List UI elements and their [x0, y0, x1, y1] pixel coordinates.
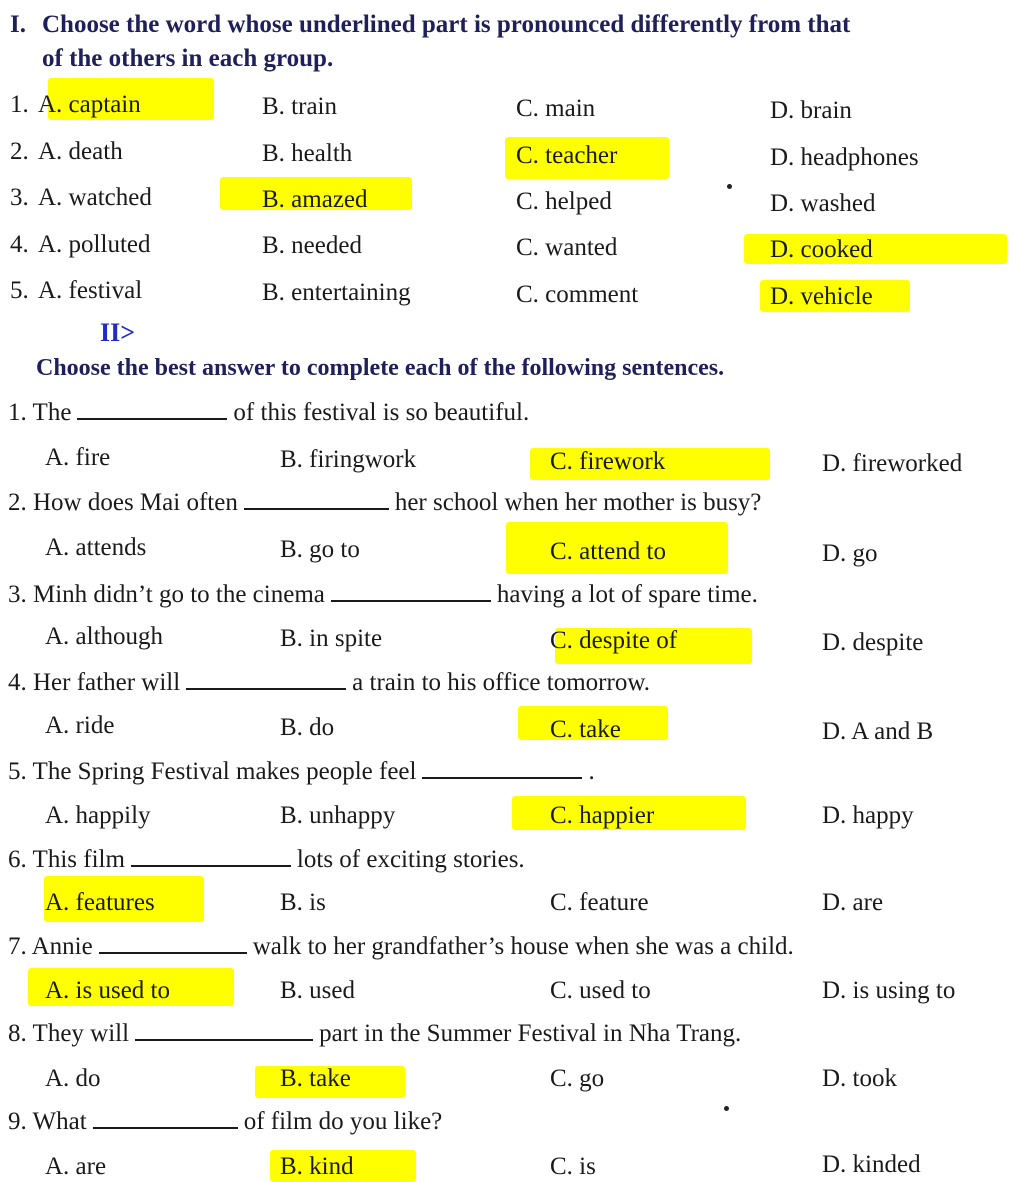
section1-title-line1: Choose the word whose underlined part is pronounced differently from that	[42, 11, 851, 38]
question-stem-pre: 2. How does Mai often	[8, 489, 238, 516]
option-c: C. main	[516, 95, 596, 122]
answer-blank	[131, 845, 291, 867]
option-a: A. although	[45, 623, 164, 650]
option-c: C. firework	[550, 448, 666, 475]
option-c: C. used to	[550, 977, 651, 1004]
option-b: B. amazed	[262, 186, 368, 213]
option-d: D. is using to	[822, 977, 956, 1004]
answer-blank	[77, 398, 227, 420]
option-a: A. fire	[45, 444, 111, 471]
item-number: 1.	[10, 91, 29, 118]
option-d: D. brain	[770, 97, 852, 124]
question-stem-post: of this festival is so beautiful.	[233, 399, 530, 426]
question-stem-post: walk to her grandfather’s house when she was a child.	[252, 933, 794, 960]
answer-blank	[331, 580, 491, 602]
option-b: B. entertaining	[262, 279, 411, 306]
item-number: 3.	[10, 184, 29, 211]
option-d: D. fireworked	[822, 450, 963, 477]
speck-dot	[727, 184, 732, 189]
speck-dot	[724, 1106, 729, 1111]
question-stem-post: lots of exciting stories.	[296, 846, 525, 873]
option-d: D. go	[822, 540, 878, 567]
option-d: D. cooked	[770, 236, 873, 263]
question-stem-pre: 4. Her father will	[8, 669, 181, 696]
option-b: B. train	[262, 93, 337, 120]
answer-blank	[244, 488, 389, 510]
option-d: D. despite	[822, 629, 924, 656]
question-stem-pre: 6. This film	[8, 846, 125, 873]
question-stem-pre: 5. The Spring Festival makes people feel	[8, 758, 417, 785]
question-stem-post: a train to his office tomorrow.	[352, 669, 650, 696]
option-d: D. are	[822, 889, 884, 916]
answer-blank	[135, 1019, 313, 1041]
question-stem-post: her school when her mother is busy?	[394, 489, 762, 516]
answer-blank	[93, 1107, 238, 1129]
option-c: C. is	[550, 1153, 596, 1180]
option-b: B. do	[280, 714, 335, 741]
option-c: C. despite of	[550, 627, 678, 654]
option-a: A. festival	[38, 277, 143, 304]
option-c: C. helped	[516, 188, 612, 215]
item-number: 4.	[10, 231, 29, 258]
option-d: D. vehicle	[770, 283, 873, 310]
answer-blank	[422, 757, 582, 779]
option-b: B. is	[280, 889, 326, 916]
section1-number: I.	[10, 11, 26, 38]
option-a: A. death	[38, 138, 123, 165]
question-stem-pre: 1. The	[8, 399, 72, 426]
question-stem-post: part in the Summer Festival in Nha Trang.	[319, 1020, 742, 1047]
option-a: A. are	[45, 1153, 107, 1180]
question-stem-pre: 3. Minh didn’t go to the cinema	[8, 581, 325, 608]
question-stem-pre: 7. Annie	[8, 933, 93, 960]
option-b: B. used	[280, 977, 355, 1004]
option-d: D. A and B	[822, 718, 934, 745]
question-stem-post: having a lot of spare time.	[496, 581, 758, 608]
option-c: C. teacher	[516, 142, 618, 169]
option-a: A. happily	[45, 802, 151, 829]
option-a: A. captain	[38, 91, 141, 118]
option-b: B. unhappy	[280, 802, 396, 829]
option-c: C. wanted	[516, 234, 618, 261]
section1-title-line2: of the others in each group.	[42, 45, 334, 72]
option-c: C. go	[550, 1065, 605, 1092]
answer-blank	[99, 932, 247, 954]
option-b: B. health	[262, 140, 353, 167]
question-stem-pre: 8. They will	[8, 1020, 130, 1047]
option-c: C. happier	[550, 802, 655, 829]
option-b: B. firingwork	[280, 446, 417, 473]
option-a: A. ride	[45, 712, 115, 739]
answer-blank	[186, 668, 346, 690]
option-b: B. take	[280, 1065, 351, 1092]
item-number: 2.	[10, 138, 29, 165]
item-number: 5.	[10, 277, 29, 304]
question-stem-post: .	[588, 758, 595, 785]
section2-mark: II>	[100, 318, 136, 347]
option-a: A. watched	[38, 184, 152, 211]
option-d: D. kinded	[822, 1151, 921, 1178]
option-b: B. needed	[262, 232, 362, 259]
option-b: B. kind	[280, 1153, 354, 1180]
option-a: A. attends	[45, 534, 147, 561]
section2-title: Choose the best answer to complete each of the following sentences.	[36, 355, 725, 381]
question-stem-post: of film do you like?	[243, 1108, 443, 1135]
option-a: A. polluted	[38, 231, 151, 258]
option-d: D. took	[822, 1065, 897, 1092]
option-a: A. features	[45, 889, 155, 916]
option-a: A. is used to	[45, 977, 170, 1004]
option-d: D. washed	[770, 190, 876, 217]
option-c: C. take	[550, 716, 621, 743]
option-b: B. in spite	[280, 625, 383, 652]
section1-heading	[10, 8, 1015, 76]
option-c: C. feature	[550, 889, 649, 916]
option-b: B. go to	[280, 536, 360, 563]
option-c: C. comment	[516, 281, 639, 308]
option-d: D. headphones	[770, 144, 919, 171]
question-stem-pre: 9. What	[8, 1108, 87, 1135]
option-a: A. do	[45, 1065, 101, 1092]
option-d: D. happy	[822, 802, 914, 829]
option-c: C. attend to	[550, 538, 666, 565]
